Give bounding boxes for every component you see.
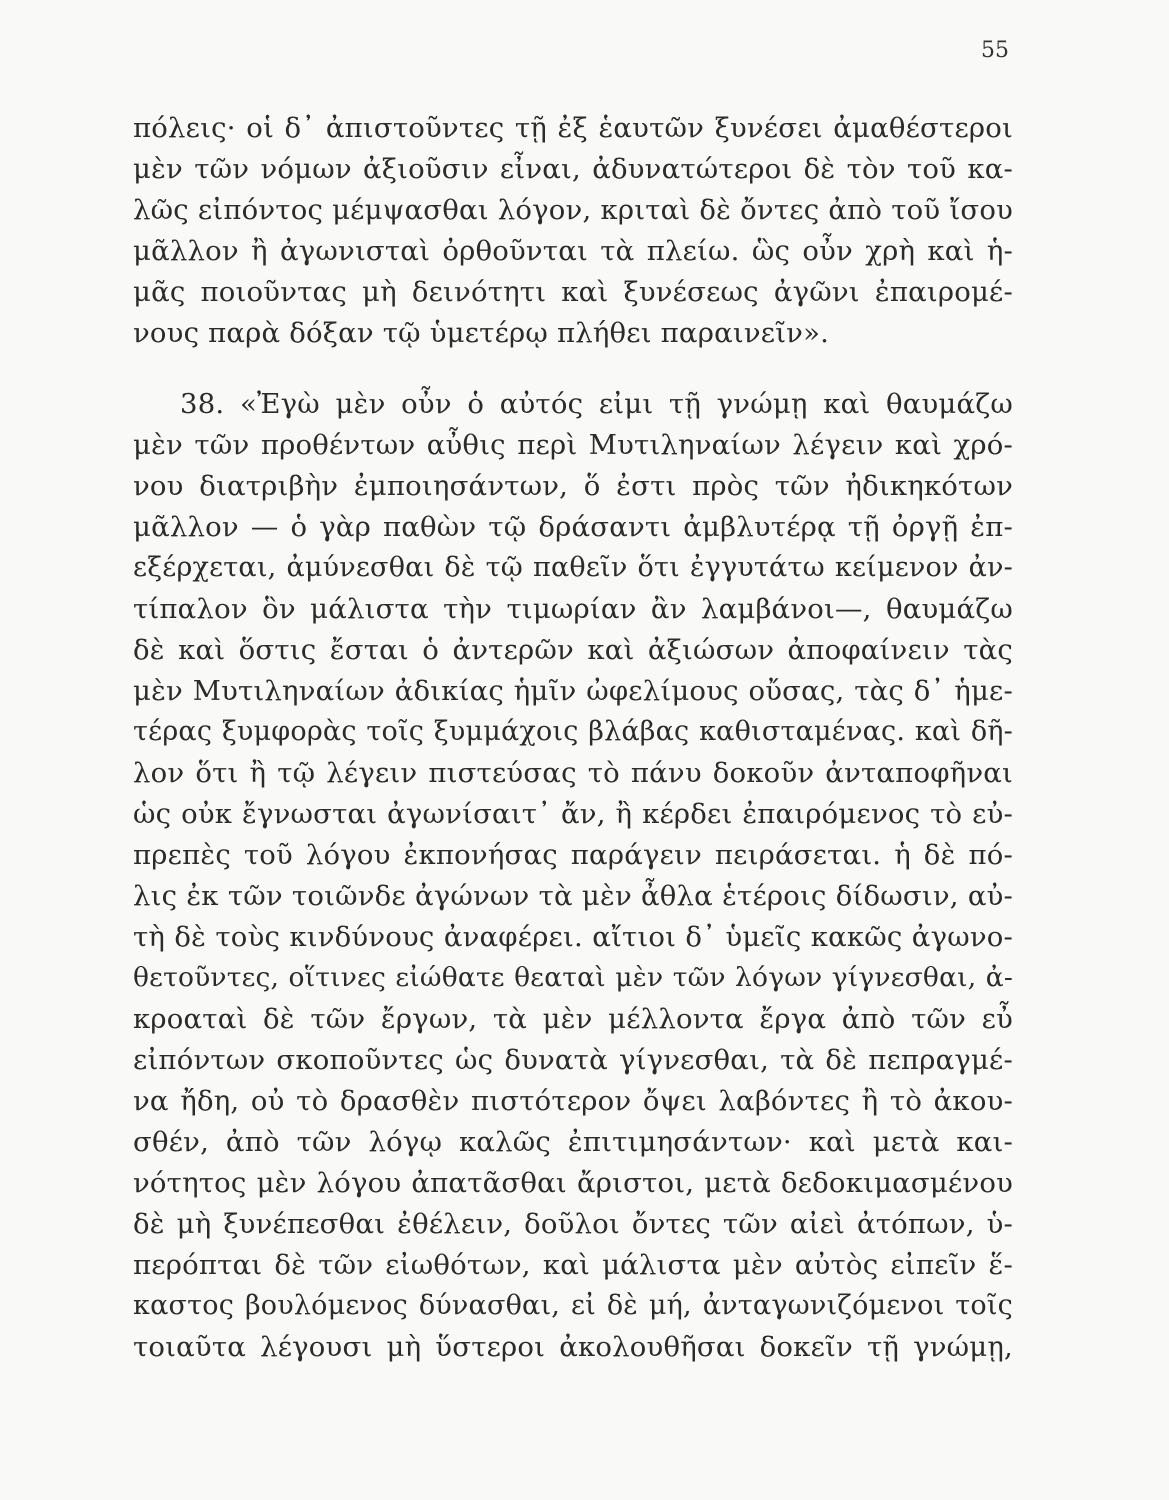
text-line: νους παρὰ δόξαν τῷ ὑμετέρῳ πλήθει παραινεῖν». [133,317,830,349]
text-line: να ἤδη, οὐ τὸ δρασθὲν πιστότερον ὄψει λαβόντες ἢ τὸ ἀκου- [133,1085,1013,1117]
text-line: εἰπόντων σκοποῦντες ὡς δυνατὰ γίγνεσθαι, τὰ δὲ πεπραγμέ- [133,1044,1013,1076]
text-line: θετοῦντες, οἵτινες εἰώθατε θεαταὶ μὲν τῶν λόγων γίγνεσθαι, ἀ- [133,962,1013,993]
page-number: 55 [981,38,1009,63]
text-line: λις ἐκ τῶν τοιῶνδε ἀγώνων τὰ μὲν ἆθλα ἑτέροις δίδωσιν, αὐ- [133,880,1013,912]
text-line: μὲν τῶν προθέντων αὖθις περὶ Μυτιληναίων λέγειν καὶ χρό- [133,429,1013,461]
text-line: σθέν, ἀπὸ τῶν λόγῳ καλῶς ἐπιτιμησάντων· καὶ μετὰ και- [133,1126,1013,1158]
text-line: κροαταὶ δὲ τῶν ἔργων, τὰ μὲν μέλλοντα ἔργα ἀπὸ τῶν εὖ [133,1003,1013,1035]
text-line: τίπαλον ὃν μάλιστα τὴν τιμωρίαν ἂν λαμβάνοι—, θαυμάζω [133,593,1013,625]
text-line: μὲν Μυτιληναίων ἀδικίας ἡμῖν ὠφελίμους οὔσας, τὰς δ᾽ ἡμε- [133,675,1013,707]
text-line: περόπται δὲ τῶν εἰωθότων, καὶ μάλιστα μὲν αὐτὸς εἰπεῖν ἕ- [133,1249,1013,1281]
text-line: τέρας ξυμφορὰς τοῖς ξυμμάχοις βλάβας καθισταμένας. καὶ δῆ- [133,716,1013,747]
text-line: τὴ δὲ τοὺς κινδύνους ἀναφέρει. αἴτιοι δ᾽ ὑμεῖς κακῶς ἀγωνο- [133,921,1013,953]
text-line: 38. «Ἐγὼ μὲν οὖν ὁ αὐτός εἰμι τῇ γνώμῃ καὶ θαυμάζω [180,388,1013,420]
text-line: καστος βουλόμενος δύνασθαι, εἰ δὲ μή, ἀνταγωνιζόμενοι τοῖς [133,1290,1013,1321]
text-line: νου διατριβὴν ἐμποιησάντων, ὅ ἐστι πρὸς τῶν ἠδικηκότων [133,470,1013,502]
text-line: εξέρχεται, ἀμύνεσθαι δὲ τῷ παθεῖν ὅτι ἐγγυτάτω κείμενον ἀν- [133,552,1013,583]
text-line: λῶς εἰπόντος μέμψασθαι λόγον, κριταὶ δὲ ὄντες ἀπὸ τοῦ ἴσου [133,194,1013,226]
text-line: δὲ μὴ ξυνέπεσθαι ἐθέλειν, δοῦλοι ὄντες τῶν αἰεὶ ἀτόπων, ὑ- [133,1208,1013,1240]
text-line: νότητος μὲν λόγου ἀπατᾶσθαι ἄριστοι, μετὰ δεδοκιμασμένου [133,1167,1013,1199]
text-line: μᾶλλον ἢ ἀγωνισταὶ ὀρθοῦνται τὰ πλείω. ὣς οὖν χρὴ καὶ ἡ- [133,235,1013,267]
text-line: λον ὅτι ἢ τῷ λέγειν πιστεύσας τὸ πάνυ δοκοῦν ἀνταποφῆναι [133,757,1013,789]
text-line: μᾶς ποιοῦντας μὴ δεινότητι καὶ ξυνέσεως ἀγῶνι ἐπαιρομέ- [133,276,1013,308]
text-line: μὲν τῶν νόμων ἀξιοῦσιν εἶναι, ἀδυνατώτεροι δὲ τὸν τοῦ κα- [133,153,1013,185]
text-line: δὲ καὶ ὅστις ἔσται ὁ ἀντερῶν καὶ ἀξιώσων ἀποφαίνειν τὰς [133,634,1013,666]
text-line: πόλεις· οἱ δ᾽ ἀπιστοῦντες τῇ ἐξ ἑαυτῶν ξυνέσει ἀμαθέστεροι [133,112,1013,144]
text-line: πρεπὲς τοῦ λόγου ἐκπονήσας παράγειν πειράσεται. ἡ δὲ πό- [133,839,1013,871]
text-line: μᾶλλον — ὁ γὰρ παθὼν τῷ δράσαντι ἀμβλυτέρᾳ τῇ ὀργῇ ἐπ- [133,511,1013,543]
text-line: ὡς οὐκ ἔγνωσται ἀγωνίσαιτ᾽ ἄν, ἢ κέρδει ἐπαιρόμενος τὸ εὐ- [133,798,1013,830]
text-line: τοιαῦτα λέγουσι μὴ ὕστεροι ἀκολουθῆσαι δοκεῖν τῇ γνώμῃ, [133,1331,1013,1363]
